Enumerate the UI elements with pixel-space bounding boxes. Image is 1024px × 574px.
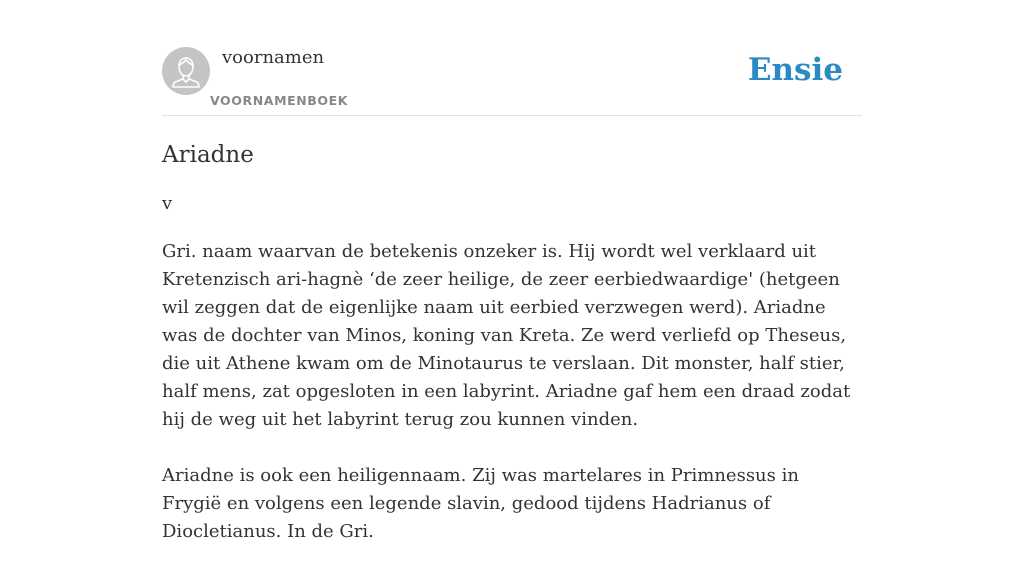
author-name[interactable]: voornamen xyxy=(222,47,325,68)
entry-paragraph: Ariadne is ook een heiligennaam. Zij was martelares in Primnessus in Frygië en volgens een legende slavin, gedood tijdens Hadrianus of Diocletianus. In de Gri. xyxy=(162,465,799,542)
avatar[interactable] xyxy=(162,47,210,95)
entry-body xyxy=(162,238,862,546)
user-icon xyxy=(162,47,210,95)
entry-title: Ariadne xyxy=(162,142,254,168)
entry-gender: v xyxy=(162,193,173,214)
content-container xyxy=(162,0,862,574)
source-name[interactable]: VOORNAMENBOEK xyxy=(210,93,349,108)
entry-paragraph: Gri. naam waarvan de betekenis onzeker is. Hij wordt wel verklaard uit Kretenzisch ari-hagnè ‘de zeer heilige, de zeer eerbiedwaardige' (hetgeen wil zeggen dat de eigenlijke naam uit eerbied verzwegen werd). Ariadne was de dochter van Minos, koning van Kreta. Ze werd verliefd op Theseus, die uit Athene kwam om de Minotaurus te verslaan. Dit monster, half stier, half mens, zat opgesloten in een labyrint. Ariadne gaf hem een draad zodat hij de weg uit het labyrint terug zou kunnen vinden. xyxy=(162,241,851,430)
ensie-logo[interactable]: Ensie xyxy=(747,52,843,88)
header xyxy=(162,0,862,116)
